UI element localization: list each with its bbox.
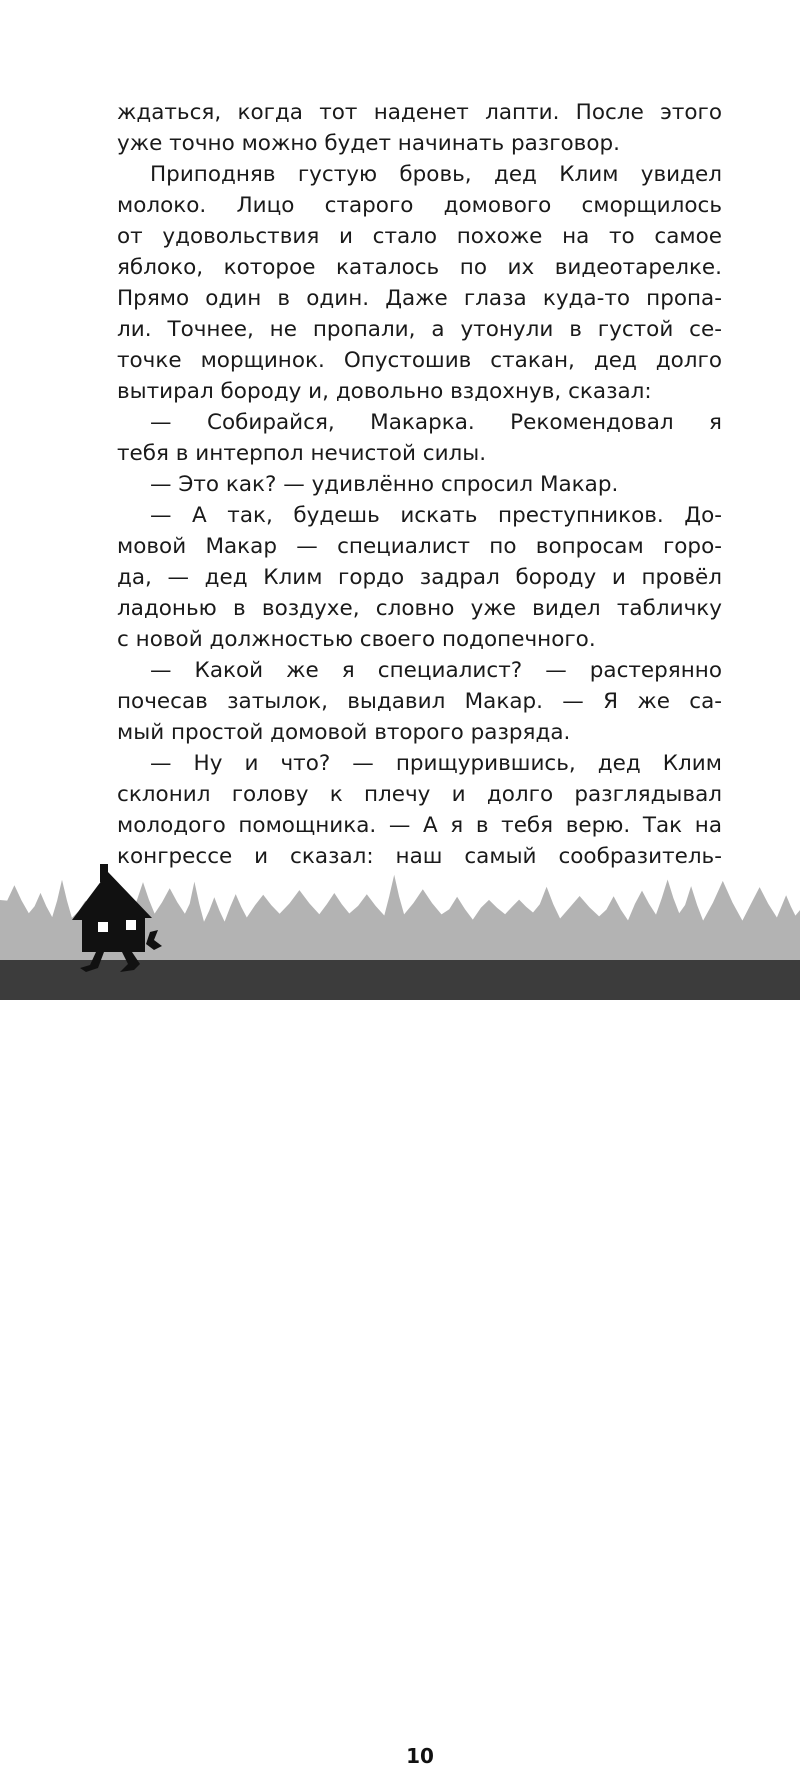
forest-illustration — [0, 860, 800, 1000]
ground-line — [0, 960, 800, 1000]
text-line: уже точно можно будет начинать разговор. — [117, 131, 620, 156]
text-line: ждаться, когда тот наденет лапти. После этого — [117, 100, 722, 125]
text-line: молоко. Лицо старого домового сморщилось — [117, 193, 722, 218]
text-line: — Какой же я специалист? — растерянно — [150, 658, 722, 683]
text-line: — Это как? — удивлённо спросил Макар. — [150, 472, 619, 497]
body-text — [117, 97, 722, 872]
text-line: — Собирайся, Макарка. Рекомендовал я — [150, 410, 722, 435]
text-line: почесав затылок, выдавил Макар. — Я же са- — [117, 689, 722, 714]
text-line: с новой должностью своего подопечного. — [117, 627, 596, 652]
text-line: склонил голову к плечу и долго разглядывал — [117, 782, 722, 807]
text-line: вытирал бороду и, довольно вздохнув, сказал: — [117, 379, 652, 404]
text-line: да, — дед Клим гордо задрал бороду и провёл — [117, 565, 722, 590]
text-line: яблоко, которое каталось по их видеотарелке. — [117, 255, 722, 280]
text-line: — А так, будешь искать преступников. До- — [150, 503, 722, 528]
footer-decoration — [0, 860, 800, 1768]
text-line: — Ну и что? — прищурившись, дед Клим — [150, 751, 722, 776]
text-line: Приподняв густую бровь, дед Клим увидел — [150, 162, 722, 187]
page-number: 10 — [406, 1744, 434, 1768]
text-line: мовой Макар — специалист по вопросам горо- — [117, 534, 722, 559]
text-line: мый простой домовой второго разряда. — [117, 720, 571, 745]
text-line: конгрессе и сказал: наш самый сообразитель- — [117, 844, 722, 869]
text-line: точке морщинок. Опустошив стакан, дед долго — [117, 348, 722, 373]
text-line: тебя в интерпол нечистой силы. — [117, 441, 487, 466]
text-line: ладонью в воздухе, словно уже видел табличку — [117, 596, 722, 621]
text-line: молодого помощника. — А я в тебя верю. Так на — [117, 813, 722, 838]
text-line: Прямо один в один. Даже глаза куда-то пропа- — [117, 286, 722, 311]
text-line: ли. Точнее, не пропали, а утонули в густой се- — [117, 317, 722, 342]
text-line: от удовольствия и стало похоже на то самое — [117, 224, 722, 249]
